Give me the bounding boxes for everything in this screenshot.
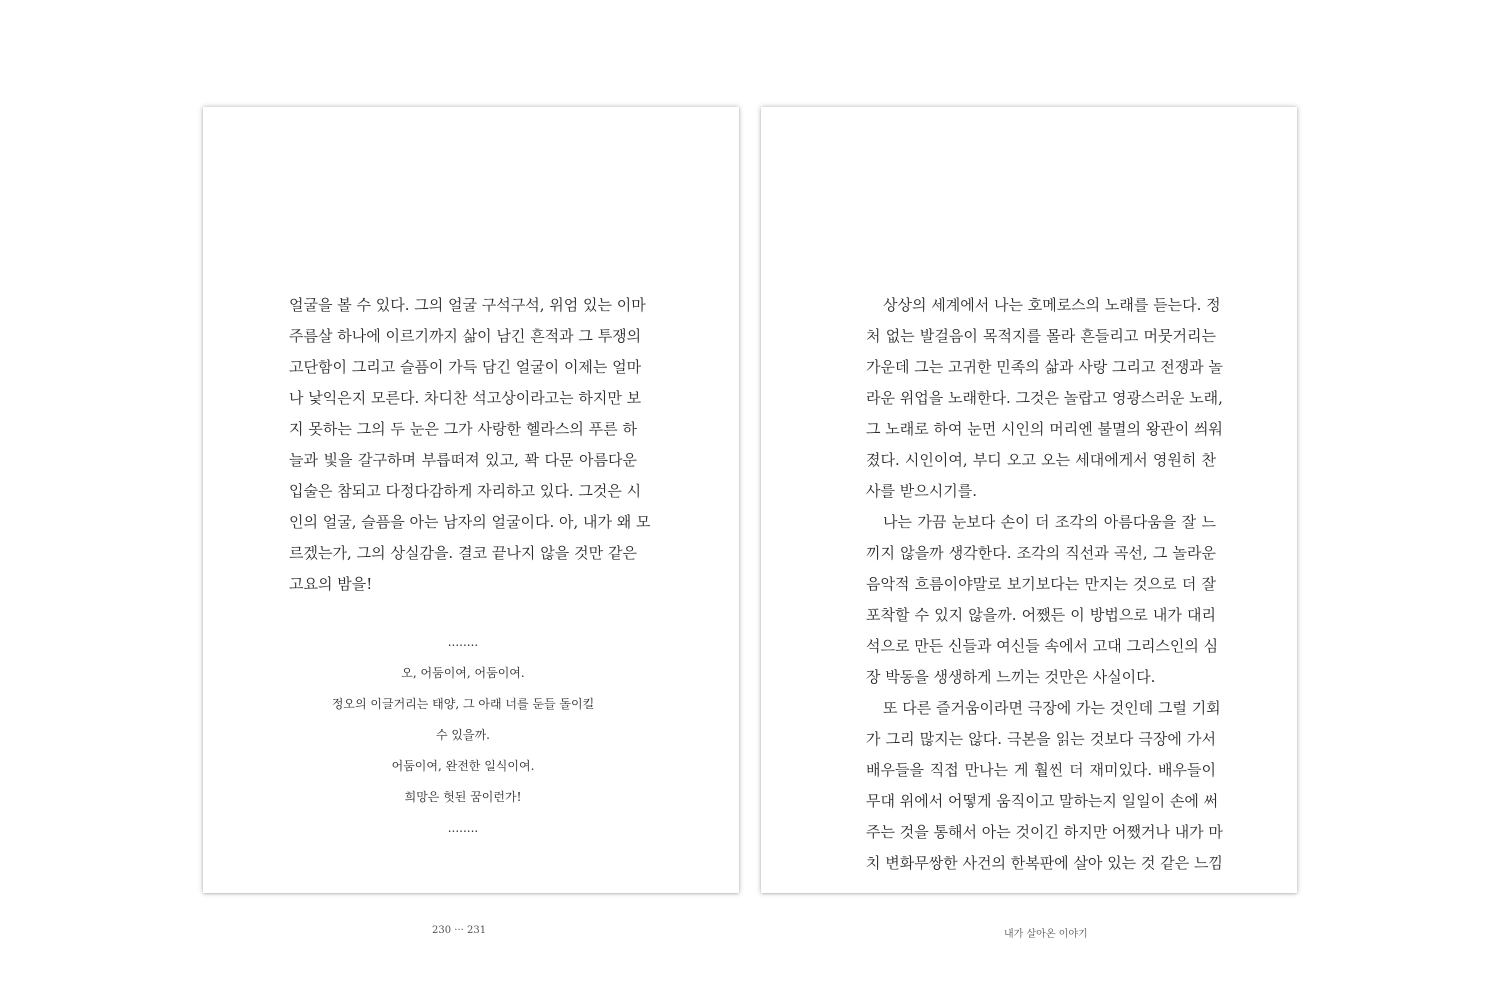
body-line: 가운데 그는 고귀한 민족의 삶과 사랑 그리고 전쟁과 놀 <box>866 358 1223 376</box>
left-page <box>203 107 739 936</box>
verse-ellipsis: ........ <box>447 821 479 835</box>
body-line: 주는 것을 통해서 아는 것이긴 하지만 어쨌거나 내가 마 <box>866 823 1223 841</box>
body-line: 나는 가끔 눈보다 손이 더 조각의 아름다움을 잘 느 <box>883 513 1216 531</box>
body-line: 음악적 흐름이야말로 보기보다는 만지는 것으로 더 잘 <box>866 575 1216 593</box>
body-line: 처 없는 발걸음이 목적지를 몰라 흔들리고 머뭇거리는 <box>866 327 1216 345</box>
body-line: 라운 위업을 노래한다. 그것은 놀랍고 영광스러운 노래, <box>866 389 1223 407</box>
body-line: 가 그리 많지는 않다. 극본을 읽는 것보다 극장에 가서 <box>866 730 1216 748</box>
body-line: 장 박동을 생생하게 느끼는 것만은 사실이다. <box>866 668 1156 686</box>
body-line: 나 낯익은지 모른다. 차디찬 석고상이라고는 하지만 보 <box>289 389 642 407</box>
body-line: 졌다. 시인이여, 부디 오고 오는 세대에게서 영원히 찬 <box>866 451 1216 469</box>
body-line: 르겠는가, 그의 상실감을. 결코 끝나지 않을 것만 같은 <box>289 544 637 562</box>
body-line: 치 변화무쌍한 사건의 한복판에 살아 있는 것 같은 느낌 <box>866 854 1223 872</box>
running-title: 내가 살아온 이야기 <box>1004 929 1088 940</box>
right-page <box>761 107 1297 940</box>
verse-line: 정오의 이글거리는 태양, 그 아래 너를 둔들 돌이킬 <box>331 697 595 711</box>
left-page-body <box>289 290 651 600</box>
verse-line: 오, 어둠이여, 어둠이여. <box>401 666 525 680</box>
body-line: 석으로 만든 신들과 여신들 속에서 고대 그리스인의 심 <box>866 637 1219 655</box>
body-line: 배우들을 직접 만나는 게 훨씬 더 재미있다. 배우들이 <box>866 761 1216 779</box>
verse-line: 어둠이여, 완전한 일식이여. <box>391 759 535 773</box>
body-line: 고단함이 그리고 슬픔이 가득 담긴 얼굴이 이제는 얼마 <box>289 358 642 376</box>
verse-ellipsis: ........ <box>447 635 479 649</box>
body-line: 사를 받으시기를. <box>866 482 977 500</box>
body-line: 고요의 밤을! <box>289 575 373 593</box>
verse-line: 희망은 헛된 꿈이런가! <box>404 790 522 804</box>
body-line: 늘과 빛을 갈구하며 부릅떠져 있고, 꽉 다문 아름다운 <box>289 451 637 469</box>
body-line: 무대 위에서 어떻게 움직이고 말하는지 일일이 손에 써 <box>866 792 1219 810</box>
body-line: 또 다른 즐거움이라면 극장에 가는 것인데 그럴 기회 <box>883 699 1221 717</box>
page-number: 230 ··· 231 <box>432 925 487 936</box>
body-line: 얼굴을 볼 수 있다. 그의 얼굴 구석구석, 위엄 있는 이마 <box>289 296 646 314</box>
body-line: 끼지 않을까 생각한다. 조각의 직선과 곡선, 그 놀라운 <box>866 544 1216 562</box>
body-line: 지 못하는 그의 두 눈은 그가 사랑한 헬라스의 푸른 하 <box>289 420 637 438</box>
body-line: 인의 얼굴, 슬픔을 아는 남자의 얼굴이다. 아, 내가 왜 모 <box>289 513 651 531</box>
body-line: 주름살 하나에 이르기까지 삶이 남긴 흔적과 그 투쟁의 <box>289 327 642 345</box>
right-page-body <box>866 290 1223 879</box>
body-line: 그 노래로 하여 눈먼 시인의 머리엔 불멸의 왕관이 씌워 <box>866 420 1223 438</box>
poem-verse <box>289 627 637 844</box>
verse-line: 수 있을까. <box>436 728 490 742</box>
body-line: 상상의 세계에서 나는 호메로스의 노래를 듣는다. 정 <box>883 296 1221 314</box>
body-line: 입술은 참되고 다정다감하게 자리하고 있다. 그것은 시 <box>289 482 642 500</box>
body-line: 포착할 수 있지 않을까. 어쨌든 이 방법으로 내가 대리 <box>866 606 1216 624</box>
